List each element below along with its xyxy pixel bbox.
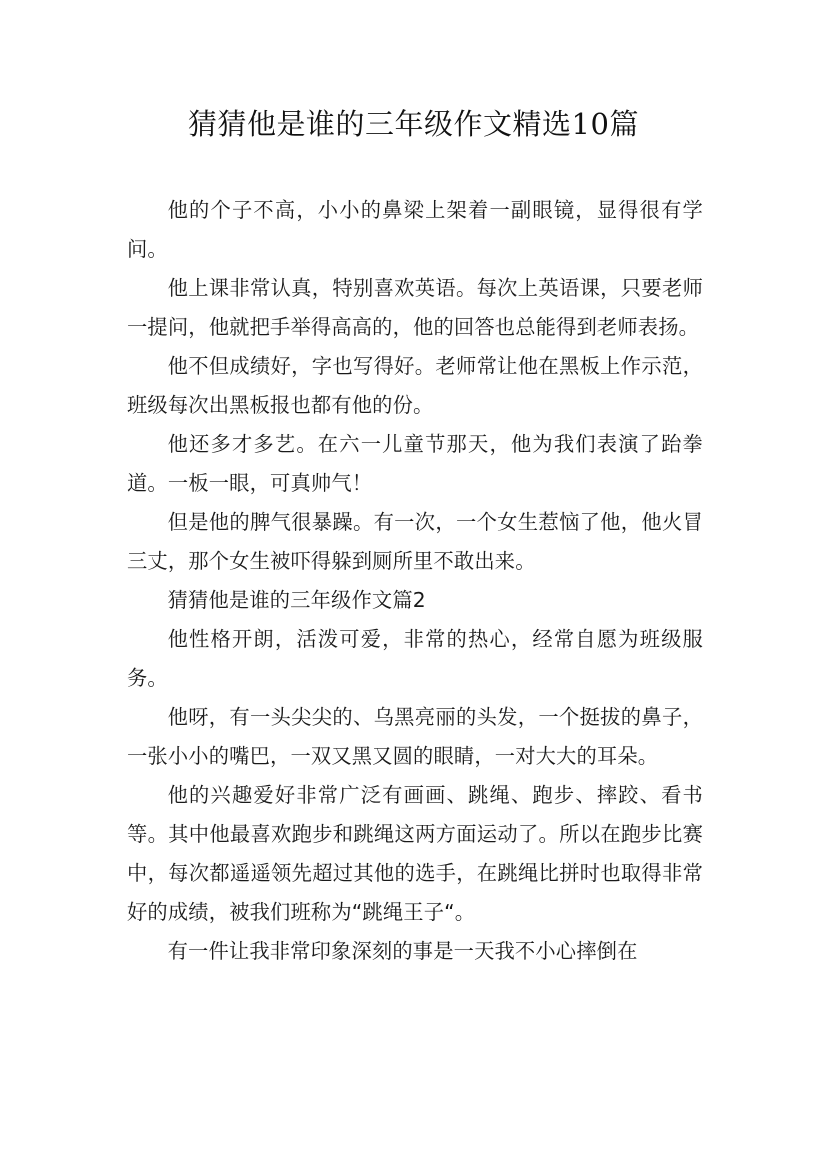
- paragraph: 他的兴趣爱好非常广泛有画画、跳绳、跑步、摔跤、看书等。其中他最喜欢跑步和跳绳这两方面运动了。所以在跑步比赛中，每次都遥遥领先超过其他的选手，在跳绳比拼时也取得非常好的成绩，被我们班称为“跳绳王子“。: [127, 783, 703, 924]
- section-heading: 猜猜他是谁的三年级作文篇2: [167, 588, 426, 612]
- paragraph: 但是他的脾气很暴躁。有一次，一个女生惹恼了他，他火冒三丈，那个女生被吓得躲到厕所里不敢出来。: [127, 510, 703, 573]
- paragraph: 他的个子不高，小小的鼻梁上架着一副眼镜，显得很有学问。: [127, 198, 703, 261]
- paragraph: 他呀，有一头尖尖的、乌黑亮丽的头发，一个挺拔的鼻子，一张小小的嘴巴，一双又黑又圆的眼睛，一对大大的耳朵。: [127, 705, 703, 768]
- document-body: [127, 191, 703, 971]
- document-title: 猜猜他是谁的三年级作文精选10篇: [188, 107, 639, 141]
- paragraph: 有一件让我非常印象深刻的事是一天我不小心摔倒在: [167, 939, 638, 963]
- paragraph: 他上课非常认真，特别喜欢英语。每次上英语课，只要老师一提问，他就把手举得高高的，他的回答也总能得到老师表扬。: [127, 276, 703, 339]
- paragraph: 他还多才多艺。在六一儿童节那天，他为我们表演了跆拳道。一板一眼，可真帅气！: [127, 432, 703, 495]
- paragraph: 他不但成绩好，字也写得好。老师常让他在黑板上作示范，班级每次出黑板报也都有他的份。: [127, 354, 703, 417]
- paragraph: 他性格开朗，活泼可爱，非常的热心，经常自愿为班级服务。: [127, 627, 703, 690]
